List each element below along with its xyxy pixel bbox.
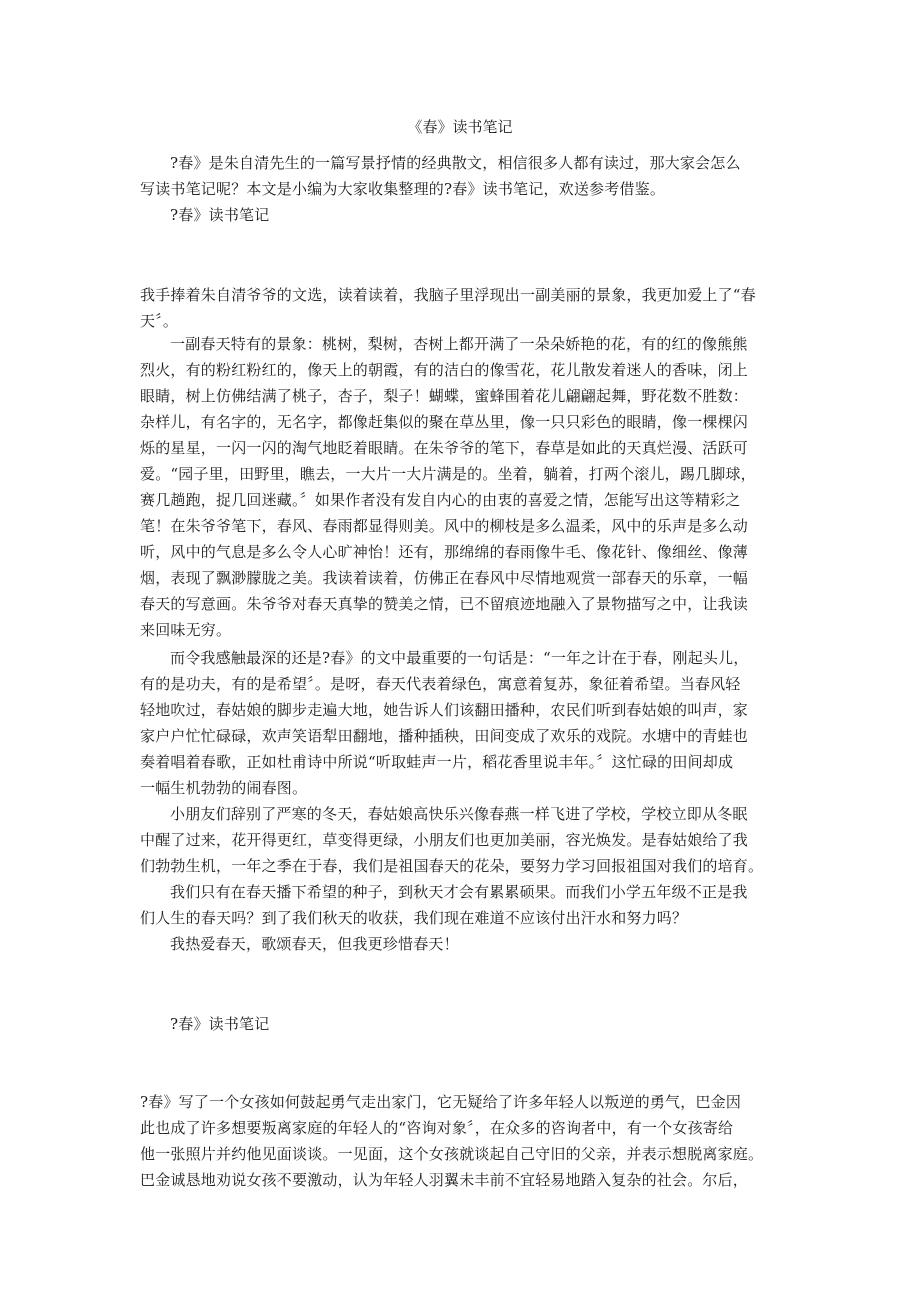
paragraph-line: 们人生的春天吗？到了我们秋天的收获，我们现在难道不应该付出汗水和努力吗？: [140, 909, 688, 927]
paragraph-line: 爱。“园子里，田野里，瞧去，一大片一大片满是的。坐着，躺着，打两个滚儿，踢几脚球，: [140, 465, 756, 483]
paragraph-line: 听，风中的气息是多么令人心旷神怡！还有，那绵绵的春雨像牛毛、像花针、像细丝、像薄: [140, 543, 749, 561]
paragraph-line: 我手捧着朱自清爷爷的文选，读着读着，我脑子里浮现出一副美丽的景象，我更加爱上了“春: [140, 286, 756, 304]
paragraph-line: 天〞。: [140, 312, 179, 330]
document-title: 《春》读书笔记: [407, 118, 513, 136]
paragraph-line: 中醒了过来，花开得更红，草变得更绿，小朋友们也更加美丽，容光焕发。是春姑娘给了我: [140, 831, 749, 849]
paragraph-line: 一幅生机勃勃的闹春图。: [140, 779, 308, 797]
intro-line: ?春》是朱自清先生的一篇写景抒情的经典散文，相信很多人都有读过，那大家会怎么: [170, 154, 741, 172]
paragraph-line: 烁的星星，一闪一闪的淘气地眨着眼睛。在朱爷爷的笔下，春草是如此的天真烂漫、活跃可: [140, 439, 749, 457]
paragraph-line: 春天的写意画。朱爷爷对春天真挚的赞美之情，已不留痕迹地融入了景物描写之中，让我读: [140, 595, 749, 613]
paragraph-line: 烈火，有的粉红粉红的，像天上的朝霞，有的洁白的像雪花，花儿散发着迷人的香味，闭上: [140, 361, 749, 379]
paragraph-line: 我们只有在春天播下希望的种子，到秋天才会有累累硕果。而我们小学五年级不正是我: [170, 883, 748, 901]
paragraph-line: 他一张照片并约他见面谈谈。一见面，这个女孩就谈起自己守旧的父亲，并表示想脱离家庭。: [140, 1145, 764, 1163]
paragraph-line: 轻地吹过，春姑娘的脚步走遍大地，她告诉人们该翻田播种，农民们听到春姑娘的叫声，家: [140, 701, 749, 719]
paragraph-line: 烟，表现了飘渺朦胧之美。我读着读着，仿佛正在春风中尽情地观赏一部春天的乐章，一幅: [140, 569, 749, 587]
paragraph-line: 巴金诚恳地劝说女孩不要激动，认为年轻人羽翼未丰前不宜轻易地踏入复杂的社会。尔后，: [140, 1171, 749, 1189]
paragraph-line: 一副春天特有的景象：桃树，梨树，杏树上都开满了一朵朵娇艳的花，有的红的像熊熊: [170, 335, 748, 353]
paragraph-line: ?春》写了一个女孩如何鼓起勇气走出家门，它无疑给了许多年轻人以叛逆的勇气，巴金因: [140, 1093, 742, 1111]
paragraph-line: 有的是功夫，有的是希望〞。是呀，春天代表着绿色，寓意着复苏，象征着希望。当春风轻: [140, 675, 741, 693]
paragraph-line: 眼睛，树上仿佛结满了桃子，杏子，梨子！蝴蝶，蜜蜂围着花儿翩翩起舞，野花数不胜数：: [140, 387, 749, 405]
paragraph-line: 奏着唱着春歌，正如杜甫诗中所说“听取蛙声一片，稻花香里说丰年。〞这忙碌的田间却成: [140, 753, 734, 771]
paragraph-line: 小朋友们辞别了严寒的冬天，春姑娘高快乐兴像春燕一样飞进了学校，学校立即从冬眠: [170, 805, 748, 823]
paragraph-line: 而令我感触最深的还是?春》的文中最重要的一句话是：“一年之计在于春，刚起头儿，: [170, 649, 749, 667]
paragraph-line: 赛几趟跑，捉几回迷藏。〞如果作者没有发自内心的由衷的喜爱之情，怎能写出这等精彩之: [140, 491, 741, 509]
paragraph-line: 杂样儿，有名字的，无名字，都像赶集似的聚在草丛里，像一只只彩色的眼睛，像一棵棵闪: [140, 413, 749, 431]
paragraph-line: 此也成了许多想要叛离家庭的年轻人的“咨询对象〞，在众多的咨询者中，有一个女孩寄给: [140, 1119, 734, 1137]
paragraph-line: 我热爱春天，歌颂春天，但我更珍惜春天！: [170, 935, 459, 953]
intro-line: 写读书笔记呢？本文是小编为大家收集整理的?春》读书笔记，欢送参考借鉴。: [140, 180, 666, 198]
section-subheading: ?春》读书笔记: [170, 206, 270, 224]
paragraph-line: 们勃勃生机，一年之季在于春，我们是祖国春天的花朵，要努力学习回报祖国对我们的培育。: [140, 857, 764, 875]
paragraph-line: 来回味无穷。: [140, 621, 232, 639]
paragraph-line: 家户户忙忙碌碌，欢声笑语犁田翻地，播种插秧，田间变成了欢乐的戏院。水塘中的青蛙也: [140, 727, 749, 745]
paragraph-line: 笔！在朱爷爷笔下，春风、春雨都显得则美。风中的柳枝是多么温柔，风中的乐声是多么动: [140, 517, 749, 535]
section-subheading: ?春》读书笔记: [170, 1015, 270, 1033]
